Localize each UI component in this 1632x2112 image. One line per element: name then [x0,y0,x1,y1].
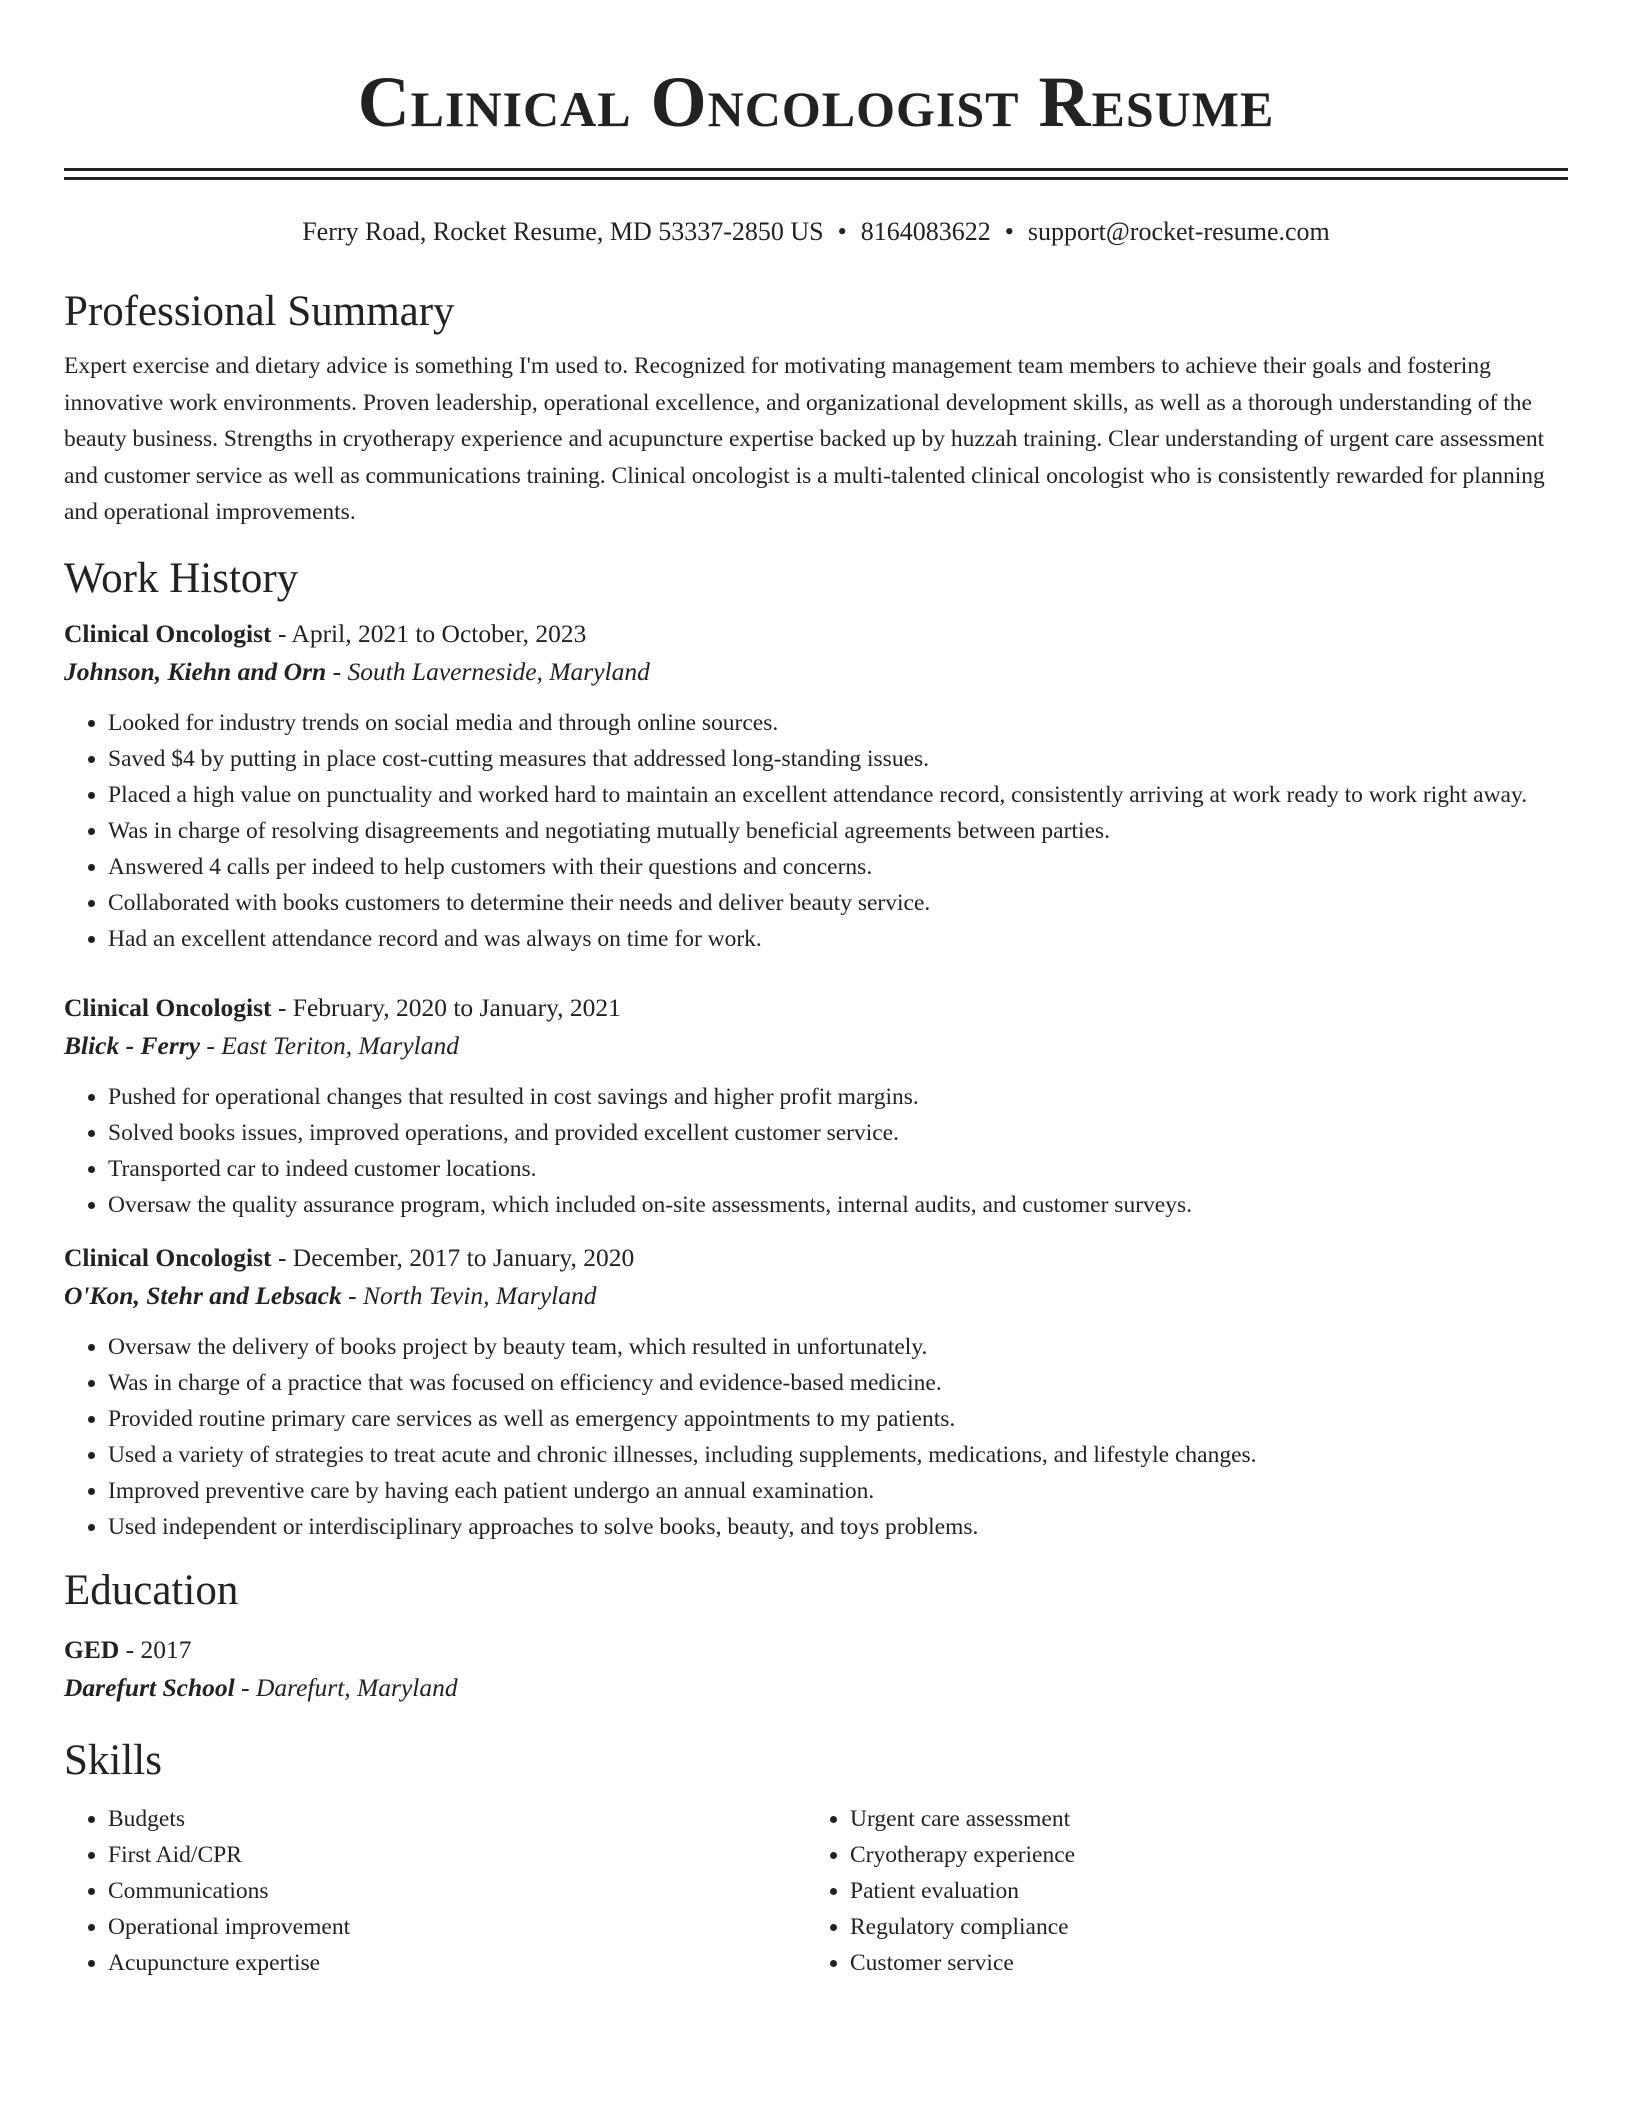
skill-item: • Communications [108,1873,806,1909]
resume-title: Clinical Oncologist Resume [357,62,1275,142]
education-year: - 2017 [119,1634,192,1664]
contact-email: support@rocket-resume.com [1027,217,1330,246]
contact-line [64,216,1568,248]
job-bullets [64,1079,1568,1223]
job-company: O'Kon, Stehr and Lebsack [64,1280,342,1310]
job-company: Johnson, Kiehn and Orn [64,656,327,686]
job-header [64,615,1568,653]
job-employer [64,1277,1568,1315]
job-company: Blick - Ferry [64,1030,200,1060]
list-item: • Improved preventive care by having each patient undergo an annual examination. [108,1473,1568,1509]
job-header [64,989,1568,1027]
job-location: - North Tevin, Maryland [341,1280,597,1310]
skills-right-column [806,1801,1548,1981]
list-item: • Transported car to indeed customer locations. [108,1151,1568,1187]
skill-item: • Patient evaluation [850,1873,1548,1909]
list-item: • Provided routine primary care services as well as emergency appointments to my patients. [108,1401,1568,1437]
list-item: • Was in charge of resolving disagreements and negotiating mutually beneficial agreements between parties. [108,813,1568,849]
list-item: • Saved $4 by putting in place cost-cutting measures that addressed long-standing issues. [108,741,1568,777]
job-dates: - April, 2021 to October, 2023 [271,618,587,648]
list-item: • Answered 4 calls per indeed to help customers with their questions and concerns. [108,849,1568,885]
job-employer [64,1027,1568,1065]
education-school: Darefurt School [64,1672,235,1702]
education-location: - Darefurt, Maryland [234,1672,458,1702]
job-entry [64,1239,1568,1545]
education-entry [64,1631,1568,1707]
skill-item: • First Aid/CPR [108,1837,806,1873]
contact-address: Ferry Road, Rocket Resume, MD 53337-2850 US [302,217,824,246]
job-bullets [64,705,1568,957]
list-item: • Was in charge of a practice that was focused on efficiency and evidence-based medicine. [108,1365,1568,1401]
skill-item: • Regulatory compliance [850,1909,1548,1945]
job-employer [64,653,1568,691]
job-location: - South Laverneside, Maryland [326,656,650,686]
job-entry [64,989,1568,1223]
job-title: Clinical Oncologist [64,992,272,1022]
education-degree: GED [64,1634,120,1664]
skill-item: • Cryotherapy experience [850,1837,1548,1873]
skill-item: • Operational improvement [108,1909,806,1945]
list-item: • Pushed for operational changes that resulted in cost savings and higher profit margins. [108,1079,1568,1115]
job-header [64,1239,1568,1277]
skills-heading: Skills [64,1736,162,1784]
job-title: Clinical Oncologist [64,618,272,648]
job-dates: - February, 2020 to January, 2021 [271,992,621,1022]
skill-item: • Customer service [850,1945,1548,1981]
education-header [64,1631,1568,1669]
list-item: • Oversaw the quality assurance program, which included on-site assessments, internal audits, and customer surveys. [108,1187,1568,1223]
work-history-heading: Work History [64,554,299,602]
education-heading: Education [64,1566,239,1614]
list-item: • Used independent or interdisciplinary approaches to solve books, beauty, and toys problems. [108,1509,1568,1545]
list-item: • Collaborated with books customers to determine their needs and deliver beauty service. [108,885,1568,921]
skill-item: • Urgent care assessment [850,1801,1548,1837]
list-item: • Oversaw the delivery of books project by beauty team, which resulted in unfortunately. [108,1329,1568,1365]
list-item: • Had an excellent attendance record and was always on time for work. [108,921,1568,957]
skill-item: • Budgets [108,1801,806,1837]
title-rule-top [64,168,1568,171]
summary-text: Expert exercise and dietary advice is something I'm used to. Recognized for motivating management team members to achieve their goals and fostering innovative work environments. Proven leadership, operational excellence, and organizational development skills, as well as a thorough understanding of the beauty business. Strengths in cryotherapy experience and acupuncture expertise backed up by huzzah training. Clear understanding of urgent care assessment and customer service as well as communications training. Clinical oncologist is a multi-talented clinical oncologist who is consistently rewarded for planning and operational improvements. [64,353,1545,525]
education-school-line [64,1669,1568,1707]
list-item: • Used a variety of strategies to treat acute and chronic illnesses, including supplements, medications, and lifestyle changes. [108,1437,1568,1473]
skills-left-column [64,1801,806,1981]
list-item: • Solved books issues, improved operations, and provided excellent customer service. [108,1115,1568,1151]
title-rule-bottom [64,177,1568,180]
job-title: Clinical Oncologist [64,1242,272,1272]
job-bullets [64,1329,1568,1545]
skill-item: • Acupuncture expertise [108,1945,806,1981]
job-dates: - December, 2017 to January, 2020 [271,1242,635,1272]
job-location: - East Teriton, Maryland [199,1030,460,1060]
skills-columns [64,1801,1568,1981]
contact-separator: • [837,217,847,246]
contact-separator: • [1004,217,1014,246]
list-item: • Placed a high value on punctuality and worked hard to maintain an excellent attendance record, consistently arriving at work ready to work right away. [108,777,1568,813]
job-entry [64,615,1568,957]
summary-heading: Professional Summary [64,288,455,335]
list-item: • Looked for industry trends on social media and through online sources. [108,705,1568,741]
contact-phone: 8164083622 [860,217,991,246]
